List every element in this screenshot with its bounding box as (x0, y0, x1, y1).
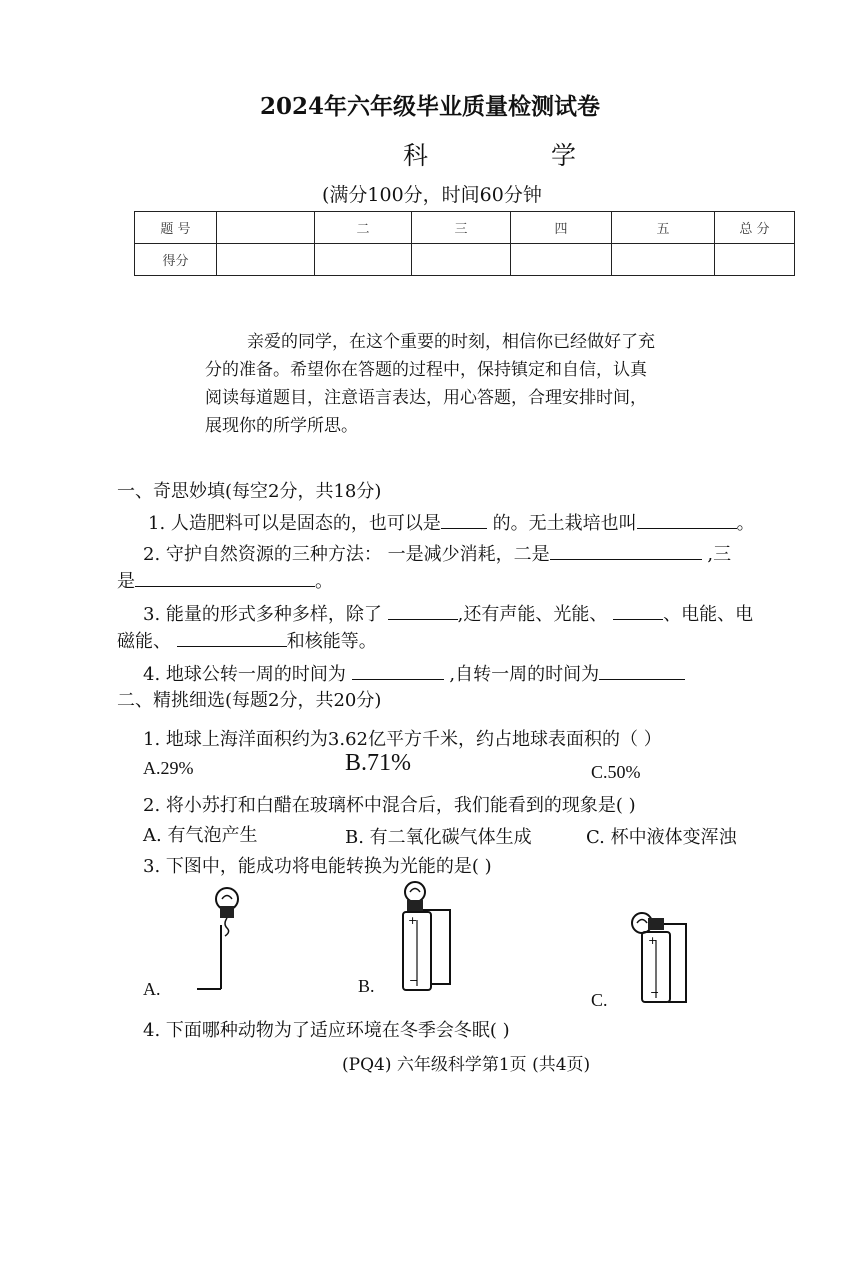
intro-line: 阅读每道题目，注意语言表达，用心答题，合理安排时间， (205, 388, 647, 408)
answer-blank[interactable] (177, 628, 287, 647)
intro-line: 分的准备。希望你在答题的过程中，保持镇定和自信，认真 (205, 360, 647, 380)
exam-info: (满分100分，时间60分钟 (322, 184, 542, 206)
score-cell: 二 (315, 212, 412, 244)
score-cell[interactable] (715, 244, 795, 276)
question-2-2-stem: 2. 将小苏打和白醋在玻璃杯中混合后，我们能看到的现象是( ) (143, 795, 636, 816)
answer-blank[interactable] (441, 510, 487, 529)
circuit-figure-b (395, 880, 455, 995)
question-text: 。 (315, 571, 333, 592)
svg-text:−: − (650, 986, 660, 999)
score-cell (217, 212, 315, 244)
question-text: ,还有声能、光能、 (457, 604, 608, 625)
circuit-figure-c (628, 910, 693, 1007)
question-2-4-stem: 4. 下面哪种动物为了适应环境在冬季会冬眠( ) (143, 1020, 510, 1041)
score-table (134, 211, 795, 276)
option-a[interactable]: A. 有气泡产生 (143, 825, 258, 846)
option-c[interactable]: C. (591, 990, 608, 1010)
question-text: 。 (736, 513, 755, 534)
answer-blank[interactable] (352, 661, 444, 680)
intro-line: 亲爱的同学，在这个重要的时刻，相信你已经做好了充 (247, 332, 655, 352)
score-table-score-row (135, 244, 795, 276)
svg-text:+: + (648, 934, 658, 947)
option-c[interactable]: C. 杯中液体变浑浊 (586, 827, 737, 848)
option-a[interactable]: A. (143, 979, 161, 999)
question-text: 2. 守护自然资源的三种方法： 一是减少消耗，二是 (143, 544, 550, 565)
question-text: 4. 地球公转一周的时间为 (143, 664, 346, 685)
option-b[interactable]: B.71% (345, 750, 411, 776)
exam-title: 2024年六年级毕业质量检测试卷 (259, 93, 600, 120)
question-1-4 (143, 660, 685, 686)
score-table-header-row (135, 212, 795, 244)
question-2-3-stem: 3. 下图中，能成功将电能转换为光能的是( ) (143, 856, 492, 877)
question-text: 的。无土栽培也叫 (492, 513, 637, 534)
section-1-heading: 一、奇思妙填(每空2分，共18分) (117, 481, 382, 502)
question-text: 3. 能量的形式多种多样，除了 (143, 604, 382, 625)
score-cell[interactable] (412, 244, 511, 276)
score-cell[interactable] (217, 244, 315, 276)
intro-text (205, 328, 705, 440)
score-cell[interactable] (315, 244, 412, 276)
score-cell: 总 分 (715, 212, 795, 244)
question-text: 是 (117, 571, 135, 592)
option-a[interactable]: A.29% (143, 758, 194, 778)
question-text: 、电能、电 (663, 604, 754, 625)
option-c[interactable]: C.50% (591, 762, 641, 782)
question-1-2-cont (117, 567, 333, 593)
option-b[interactable]: B. 有二氧化碳气体生成 (345, 827, 532, 848)
question-text: 1. 人造肥料可以是固态的，也可以是 (148, 513, 441, 534)
answer-blank[interactable] (388, 601, 458, 620)
question-1-3 (143, 600, 753, 626)
answer-blank[interactable] (135, 568, 315, 587)
subject-char-2: 学 (551, 141, 577, 170)
answer-blank[interactable] (637, 510, 737, 529)
option-b[interactable]: B. (358, 976, 375, 996)
svg-text:+: + (408, 914, 418, 927)
question-text: 磁能、 (117, 631, 171, 652)
question-1-3-cont (117, 627, 377, 653)
question-text: ,三 (707, 544, 732, 565)
score-cell: 三 (412, 212, 511, 244)
answer-blank[interactable] (550, 541, 702, 560)
page-footer: (PQ4) 六年级科学第1页 (共4页) (342, 1055, 591, 1075)
question-1-1 (148, 509, 755, 535)
score-cell[interactable] (511, 244, 612, 276)
question-text: ,自转一周的时间为 (449, 664, 600, 685)
circuit-figure-a (195, 885, 255, 997)
question-1-2 (143, 540, 731, 566)
intro-line: 展现你的所学所思。 (205, 416, 358, 436)
score-cell: 得分 (135, 244, 217, 276)
question-text: 和核能等。 (286, 631, 377, 652)
svg-text:−: − (409, 974, 419, 987)
answer-blank[interactable] (599, 661, 685, 680)
score-cell: 四 (511, 212, 612, 244)
score-cell: 五 (612, 212, 715, 244)
subject-char-1: 科 (403, 141, 429, 170)
score-cell: 题 号 (135, 212, 217, 244)
question-2-1-stem: 1. 地球上海洋面积约为3.62亿平方千米，约占地球表面积的（ ） (143, 729, 662, 750)
section-2-heading: 二、精挑细选(每题2分，共20分) (117, 690, 382, 711)
score-cell[interactable] (612, 244, 715, 276)
answer-blank[interactable] (613, 601, 663, 620)
